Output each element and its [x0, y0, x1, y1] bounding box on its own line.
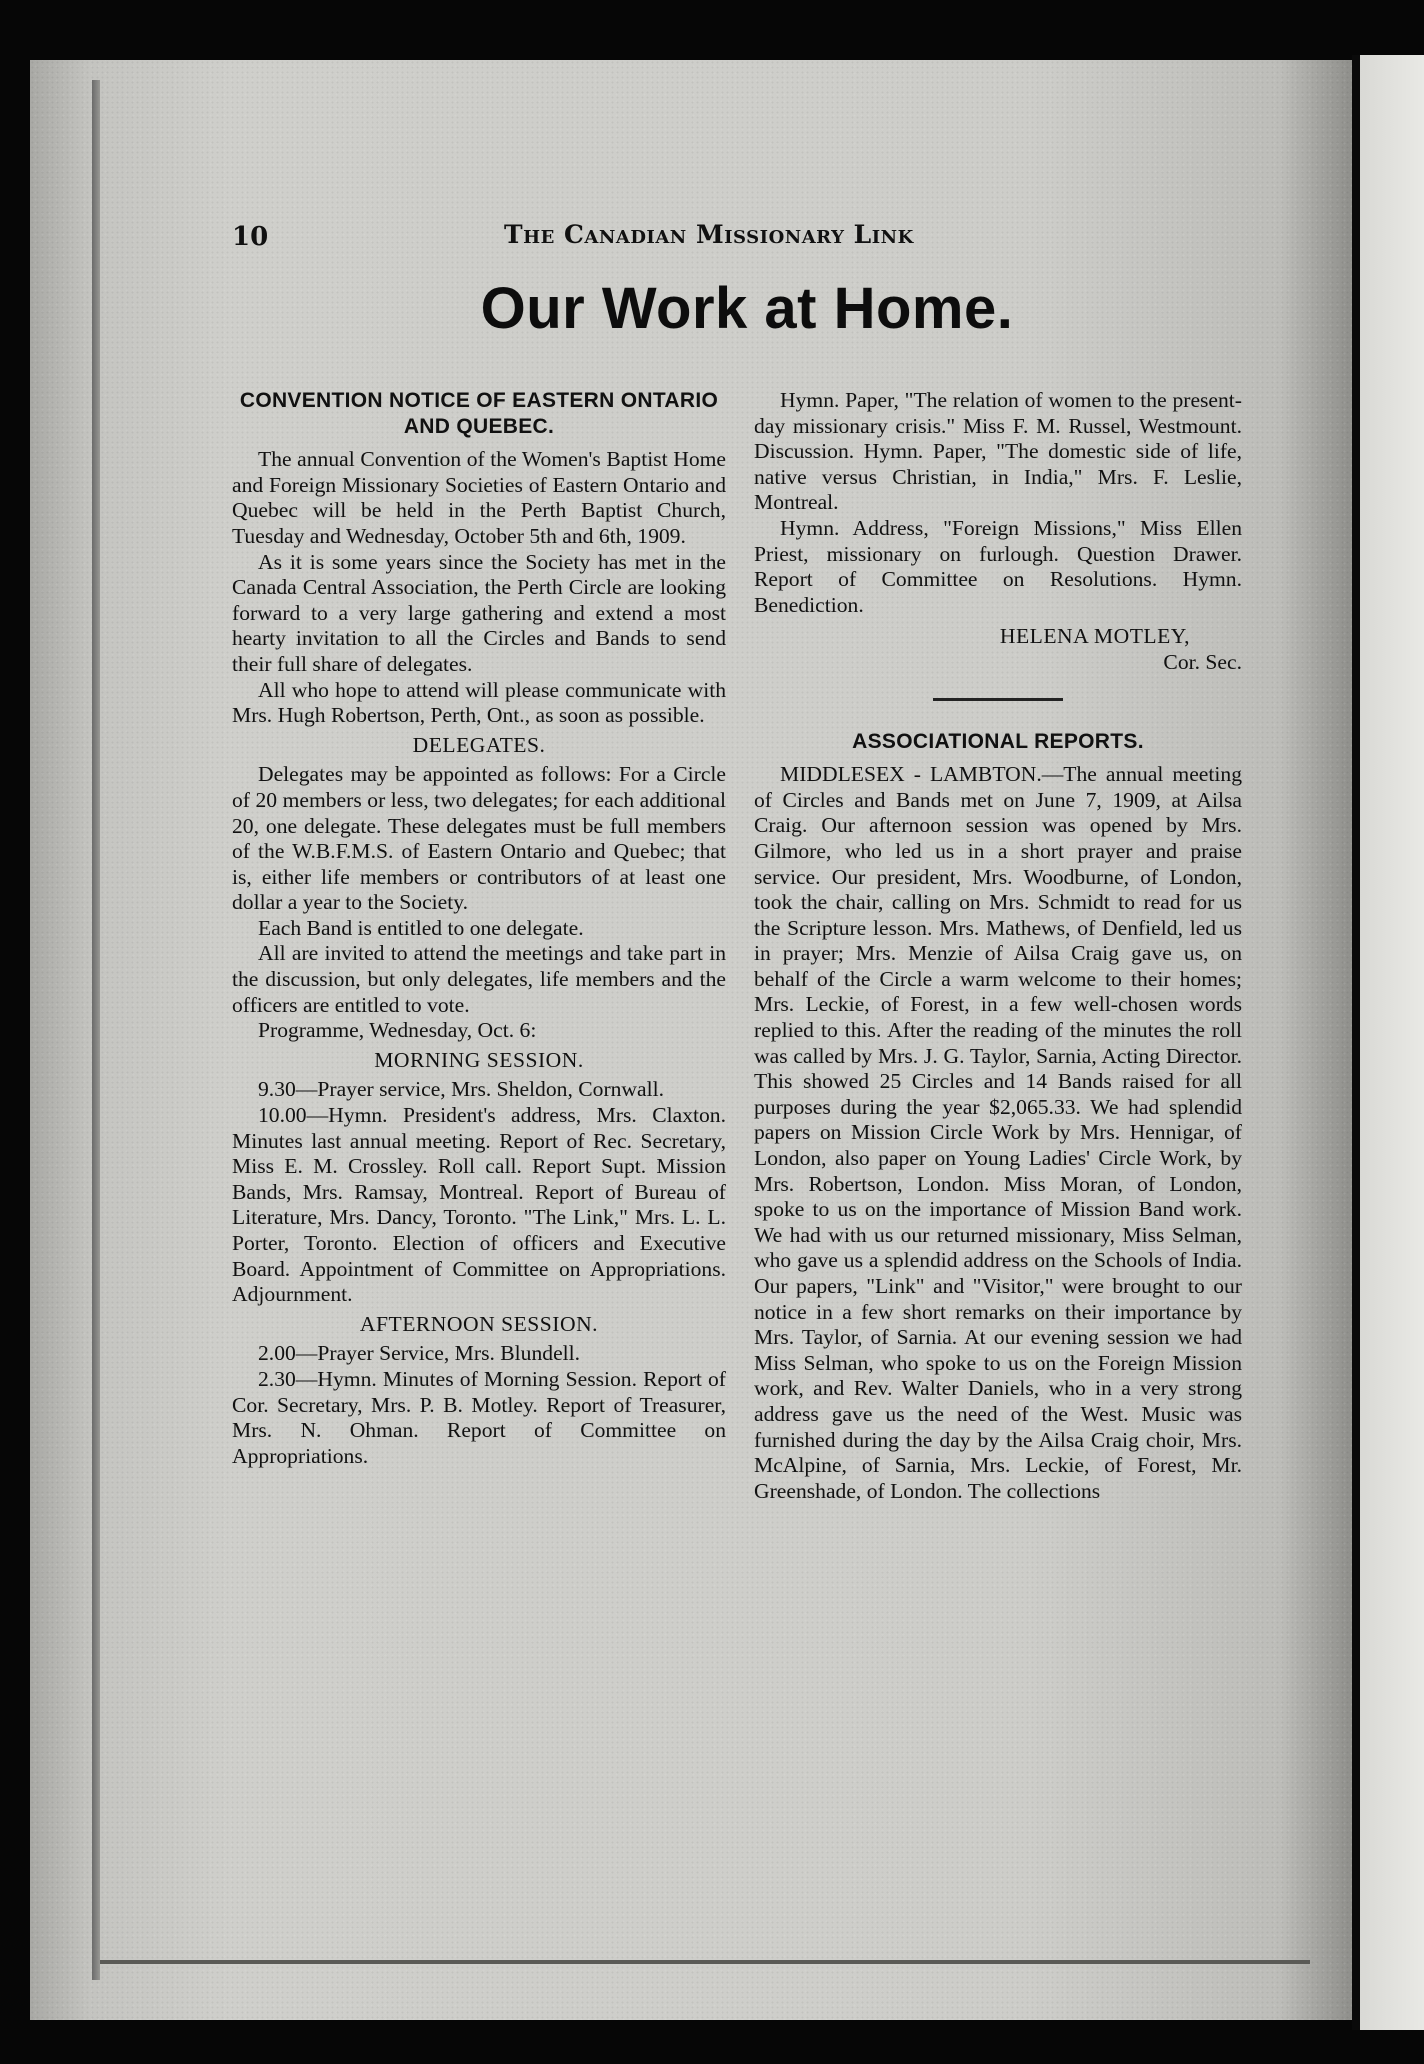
afternoon-session-heading: AFTERNOON SESSION.: [359, 1311, 599, 1336]
afternoon-item-prayer: 2.00—Prayer Service, Mrs. Blundell.: [258, 1341, 581, 1366]
delegates-paragraph: Delegates may be appointed as follows: For a Circle of 20 members or less, two delegates; for each additional 20, one delegate. These delegates must be full members of the W.B.F.M.S. of Eastern Ontario and Quebec; that is, either life members or contributors of at least one dollar a year to the Society.: [232, 762, 726, 915]
band-delegate-paragraph: Each Band is entitled to one delegate.: [258, 915, 584, 940]
signature-title: Cor. Sec.: [1163, 649, 1242, 674]
morning-session-heading: MORNING SESSION.: [374, 1047, 584, 1072]
delegates-heading: DELEGATES.: [412, 732, 546, 757]
programme-date: Programme, Wednesday, Oct. 6:: [258, 1018, 537, 1043]
page-binding-edge: [92, 80, 100, 1980]
signature-name: HELENA MOTLEY,: [999, 624, 1190, 649]
middlesex-lambton-report: MIDDLESEX - LAMBTON.—The annual meeting of Circles and Bands met on June 7, 1909, at Ailsa Craig. Our afternoon session was opened by Mrs. Gilmore, who led us in a short prayer and praise service. Our president, Mrs. Woodburne, of London, took the chair, calling on Mrs. Schmidt to read for us the Scripture lesson. Mrs. Mathews, of Denfield, led us in prayer; Mrs. Menzie of Ailsa Craig gave us, on behalf of the Circle a warm welcome to their homes; Mrs. Leckie, of Forest, in a few well-chosen words replied to this. After the reading of the minutes the roll was called by Mrs. J. G. Taylor, Sarnia, Acting Director. This showed 25 Circles and 14 Bands raised for all purposes during the year $2,065.33. We had splendid papers on Mission Circle Work by Mrs. Hennigar, of London, also paper on Young Ladies' Circle Work, by Mrs. Robertson, London. Miss Moran, of London, spoke to us on the importance of Mission Band work. We had with us our returned missionary, Miss Selman, who gave us a splendid address on the Schools of India. Our papers, "Link" and "Visitor," were brought to our notice in a few short remarks on their importance by Mrs. Taylor, of Sarnia. At our evening session we had Miss Selman, who spoke to us on the Foreign Mission work, and Rev. Walter Daniels, who in a very strong address gave us the need of the West. Music was furnished during the day by the Ailsa Craig choir, Mrs. McAlpine, of Sarnia, Mrs. Leckie, of Forest, Mr. Greenshade, of London. The collections: [754, 762, 1242, 1503]
journal-title: The Canadian Missionary Link: [504, 220, 914, 249]
right-column: [754, 388, 1242, 1504]
contact-paragraph: All who hope to attend will please communicate with Mrs. Hugh Robertson, Perth, Ont., as soon as possible.: [232, 677, 726, 728]
section-divider: [933, 698, 1063, 701]
programme-continued-paragraph: Hymn. Paper, "The relation of women to the present-day missionary crisis." Miss F. M. Russel, Westmount. Discussion. Hymn. Paper, "The domestic side of life, native versus Christian, in India," Mrs. F. Leslie, Montreal.: [754, 388, 1242, 515]
associational-reports-heading: ASSOCIATIONAL REPORTS.: [852, 729, 1144, 753]
section-heading: Our Work at Home.: [480, 276, 1014, 341]
closing-programme-paragraph: Hymn. Address, "Foreign Missions," Miss Ellen Priest, missionary on furlough. Question Drawer. Report of Committee on Resolutions. Hymn. Benediction.: [754, 515, 1242, 617]
page-gutter: [1352, 55, 1360, 2030]
society-paragraph: As it is some years since the Society has met in the Canada Central Association, the Perth Circle are looking forward to a very large gathering and extend a most hearty invitation to all the Circles and Bands to send their full share of delegates.: [232, 549, 726, 676]
page-number: 10: [232, 222, 269, 252]
left-column: [232, 388, 726, 1469]
convention-paragraph: The annual Convention of the Women's Baptist Home and Foreign Missionary Societies of Eastern Ontario and Quebec will be held in the Perth Baptist Church, Tuesday and Wednesday, October 5th and 6th, 1909.: [232, 447, 726, 548]
afternoon-item-hymn: 2.30—Hymn. Minutes of Morning Session. Report of Cor. Secretary, Mrs. P. B. Motley. Report of Treasurer, Mrs. N. Ohman. Report of Committee on Appropriations.: [232, 1366, 726, 1468]
running-head: [232, 216, 992, 250]
invitation-paragraph: All are invited to attend the meetings and take part in the discussion, but only delegates, life members and the officers are entitled to vote.: [232, 941, 726, 1017]
convention-notice-heading: CONVENTION NOTICE OF EASTERN ONTARIO AND QUEBEC.: [239, 389, 719, 438]
next-page-edge: [1360, 55, 1424, 2030]
morning-item-hymn: 10.00—Hymn. President's address, Mrs. Claxton. Minutes last annual meeting. Report of Rec. Secretary, Miss E. M. Crossley. Roll call. Report Supt. Mission Bands, Mrs. Ramsay, Montreal. Report of Bureau of Literature, Mrs. Dancy, Toronto. "The Link," Mrs. L. L. Porter, Toronto. Election of officers and Executive Board. Appointment of Committee on Appropriations. Adjournment.: [232, 1103, 726, 1307]
morning-item-prayer: 9.30—Prayer service, Mrs. Sheldon, Cornwall.: [258, 1077, 665, 1102]
bottom-edge-rule: [100, 1960, 1310, 1964]
